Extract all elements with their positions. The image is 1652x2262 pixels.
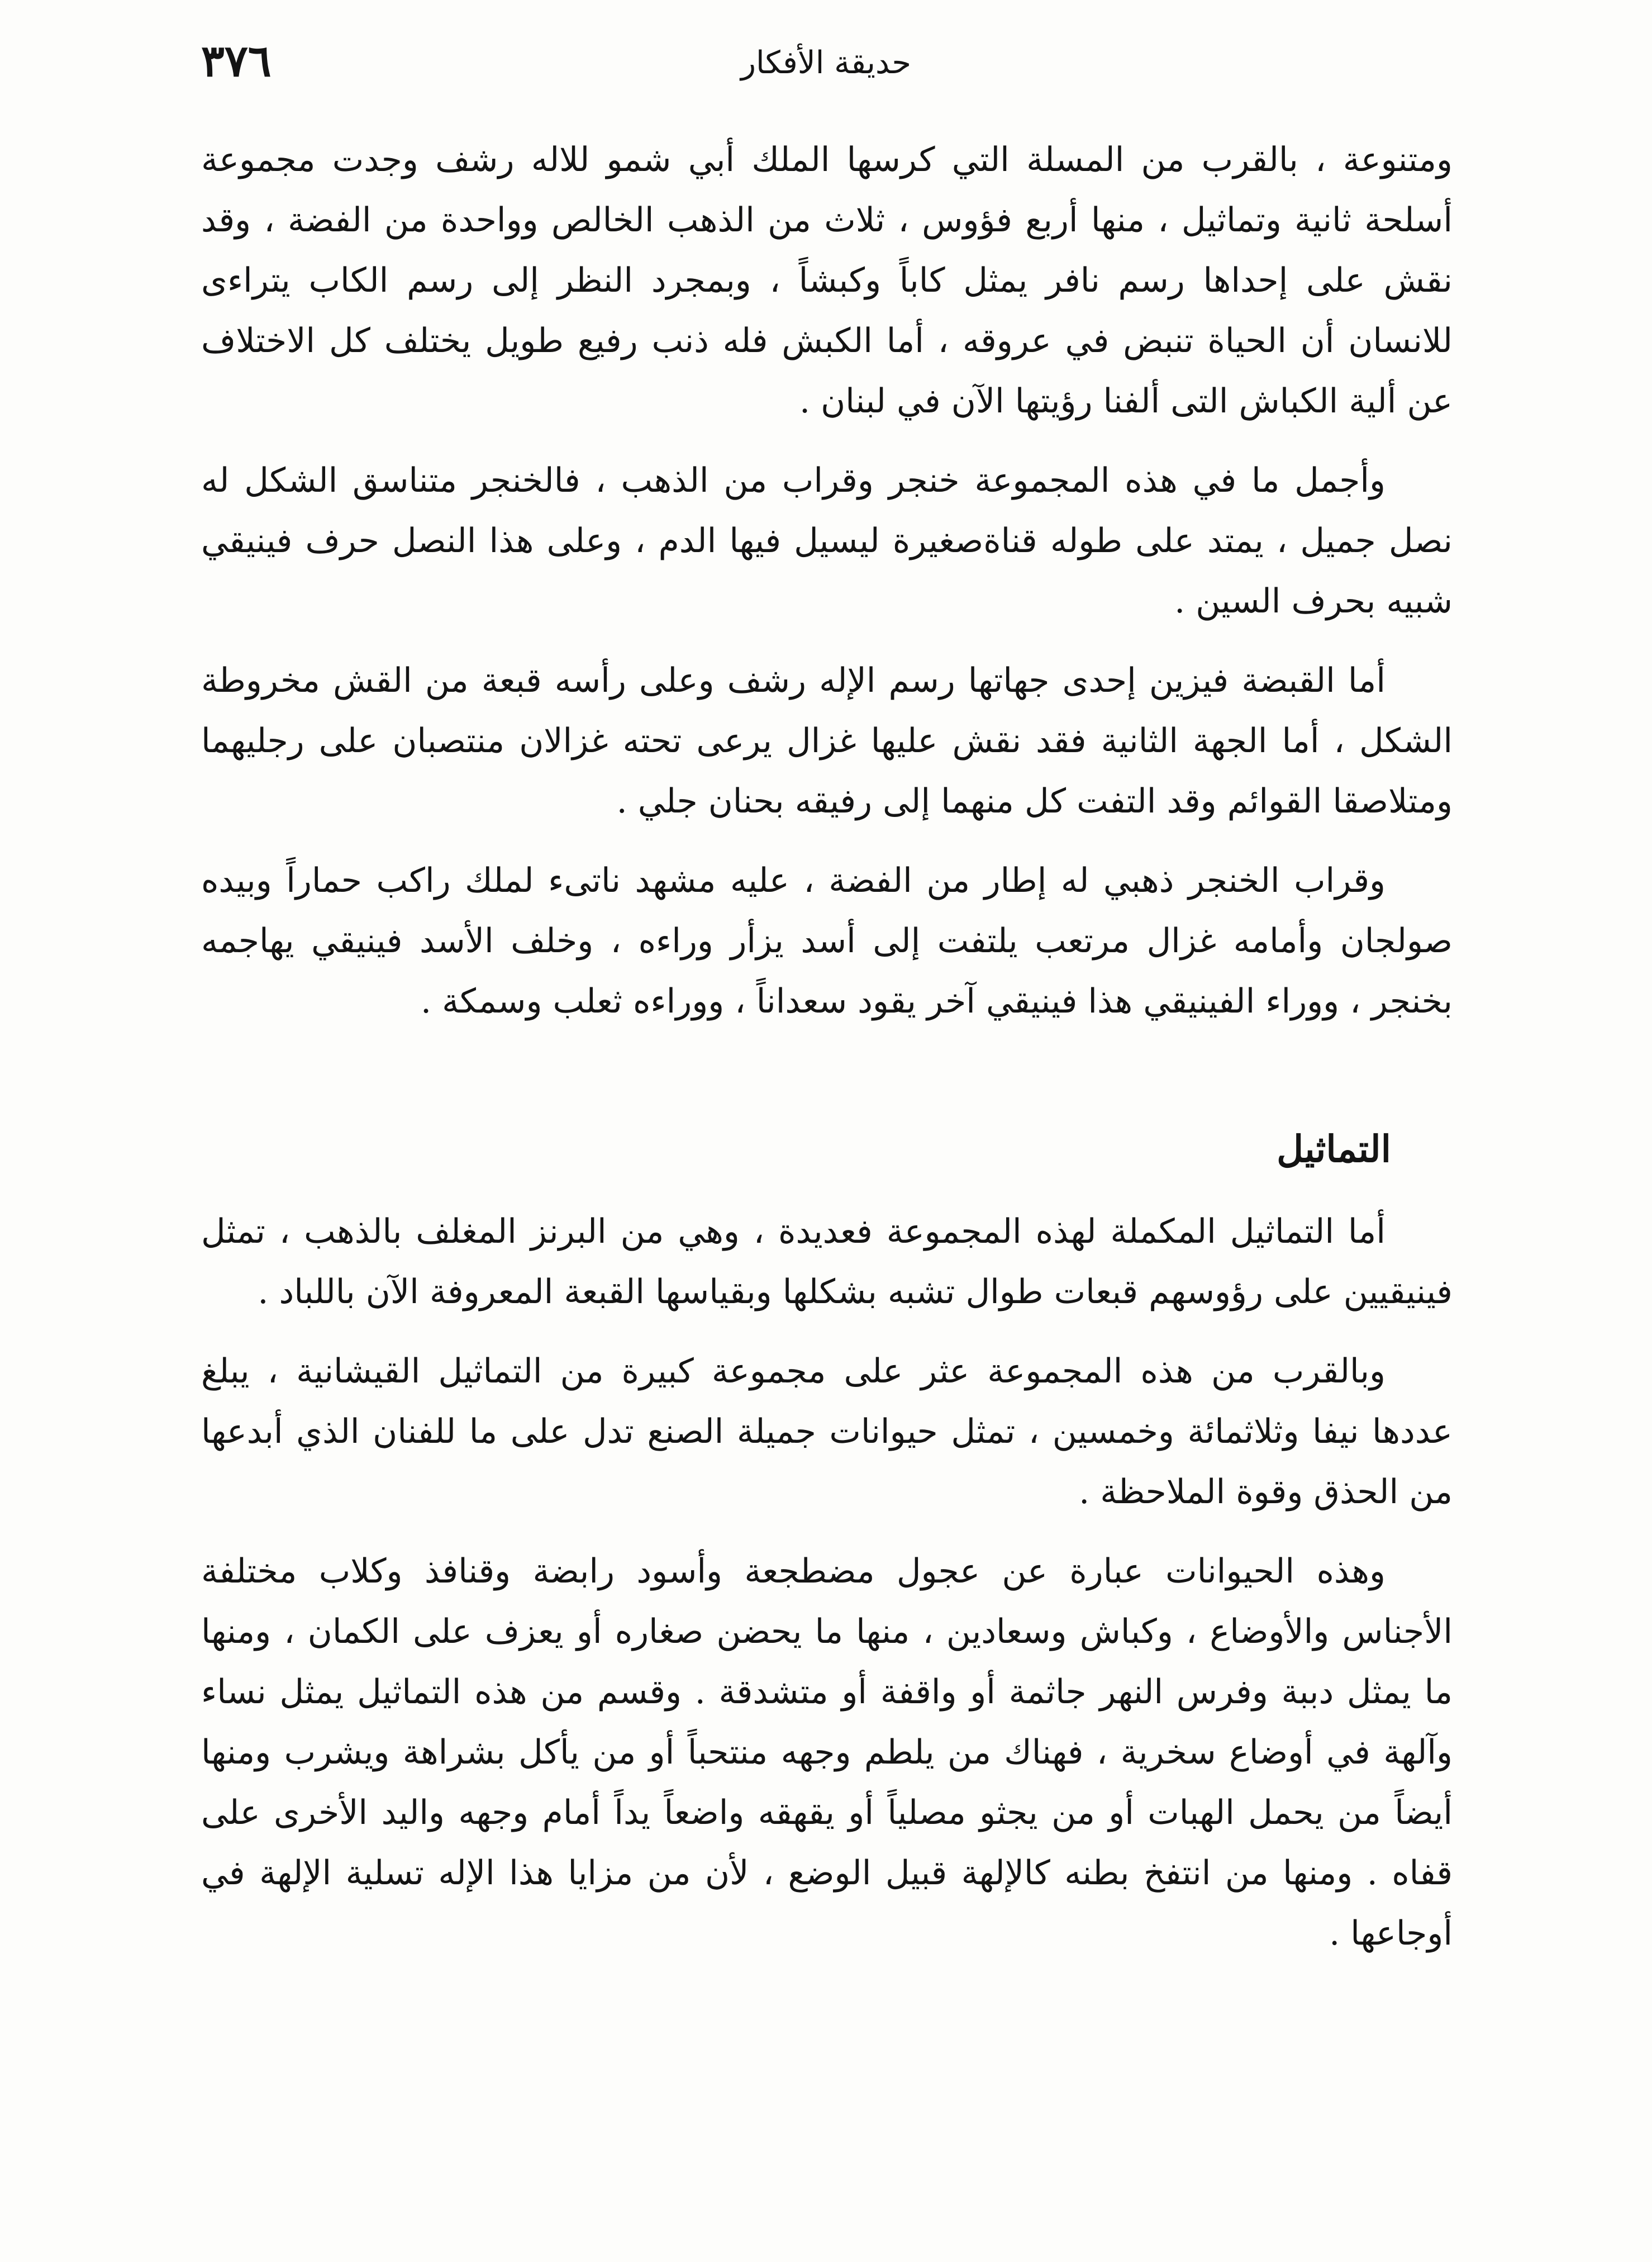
paragraph-animal-figures: وهذه الحيوانات عبارة عن عجول مضطجعة وأسود رابضة وقنافذ وكلاب مختلفة الأجناس والأوضاع ، وكباش وسعادين ، منها ما يحضن صغاره أو يعزف على الكمان ، ومنها ما يمثل دببة وفرس النهر جاثمة أو واقفة أو متشدقة . وقسم من هذه التماثيل يمثل نساء وآلهة في أوضاع سخرية ، فهناك من يلطم وجهه منتحباً أو من يأكل بشراهة ويشرب ومنها أيضاً من يحمل الهبات أو من يجثو مصلياً أو يقهقه واضعاً يداً أمام وجهه واليد الأخرى على قفاه . ومنها من انتفخ بطنه كالإلهة قبيل الوضع ، لأن من مزايا هذا الإله تسلية الإلهة في أوجاعها . <box>201 1552 1453 1953</box>
paragraph-hilt: أما القبضة فيزين إحدى جهاتها رسم الإله رشف وعلى رأسه قبعة من القش مخروطة الشكل ، أما الجهة الثانية فقد نقش عليها غزال يرعى تحته غزالان منتصبان على رجليهما ومتلاصقا القوائم وقد التفت كل منهما إلى رفيقه بحنان جلي . <box>201 661 1453 821</box>
section-heading-statues: التماثيل <box>1277 1127 1391 1171</box>
paragraph-sheath: وقراب الخنجر ذهبي له إطار من الفضة ، عليه مشهد ناتىء لملك راكب حماراً وبيده صولجان وأمامه غزال مرتعب يلتفت إلى أسد يزأر وراءه ، وخلف الأسد فينيقي يهاجمه بخنجر ، ووراء الفينيقي هذا فينيقي آخر يقود سعداناً ، ووراءه ثعلب وسمكة . <box>201 861 1453 1021</box>
paragraph-dagger: وأجمل ما في هذه المجموعة خنجر وقراب من الذهب ، فالخنجر متناسق الشكل له نصل جميل ، يمتد على طوله قناةصغيرة ليسيل فيها الدم ، وعلى هذا النصل حرف فينيقي شبيه بحرف السين . <box>201 461 1453 621</box>
page-header <box>201 28 1451 101</box>
page-number: ٣٧٦ <box>201 36 272 87</box>
paragraph-continuation: ومتنوعة ، بالقرب من المسلة التي كرسها الملك أبي شمو للاله رشف وجدت مجموعة أسلحة ثانية وتماثيل ، منها أربع فؤوس ، ثلاث من الذهب الخالص وواحدة من الفضة ، وقد نقش على إحداها رسم نافر يمثل كاباً وكبشاً ، وبمجرد النظر إلى رسم الكاب يتراءى للانسان أن الحياة تنبض في عروقه ، أما الكبش فله ذنب رفيع طويل يختلف كل الاختلاف عن ألية الكباش التى ألفنا رؤيتها الآن في لبنان . <box>201 140 1453 421</box>
running-title: حديقة الأفكار <box>740 45 912 81</box>
page-body <box>201 130 1453 1983</box>
paragraph-faience-statues: وبالقرب من هذه المجموعة عثر على مجموعة كبيرة من التماثيل القيشانية ، يبلغ عددها نيفا وثلاثمائة وخمسين ، تمثل حيوانات جميلة الصنع تدل على ما للفنان الذي أبدعها من الحذق وقوة الملاحظة . <box>201 1352 1453 1512</box>
paragraph-bronze-statues: أما التماثيل المكملة لهذه المجموعة فعديدة ، وهي من البرنز المغلف بالذهب ، تمثل فينيقيين على رؤوسهم قبعات طوال تشبه بشكلها وبقياسها القبعة المعروفة الآن باللباد . <box>201 1212 1453 1311</box>
